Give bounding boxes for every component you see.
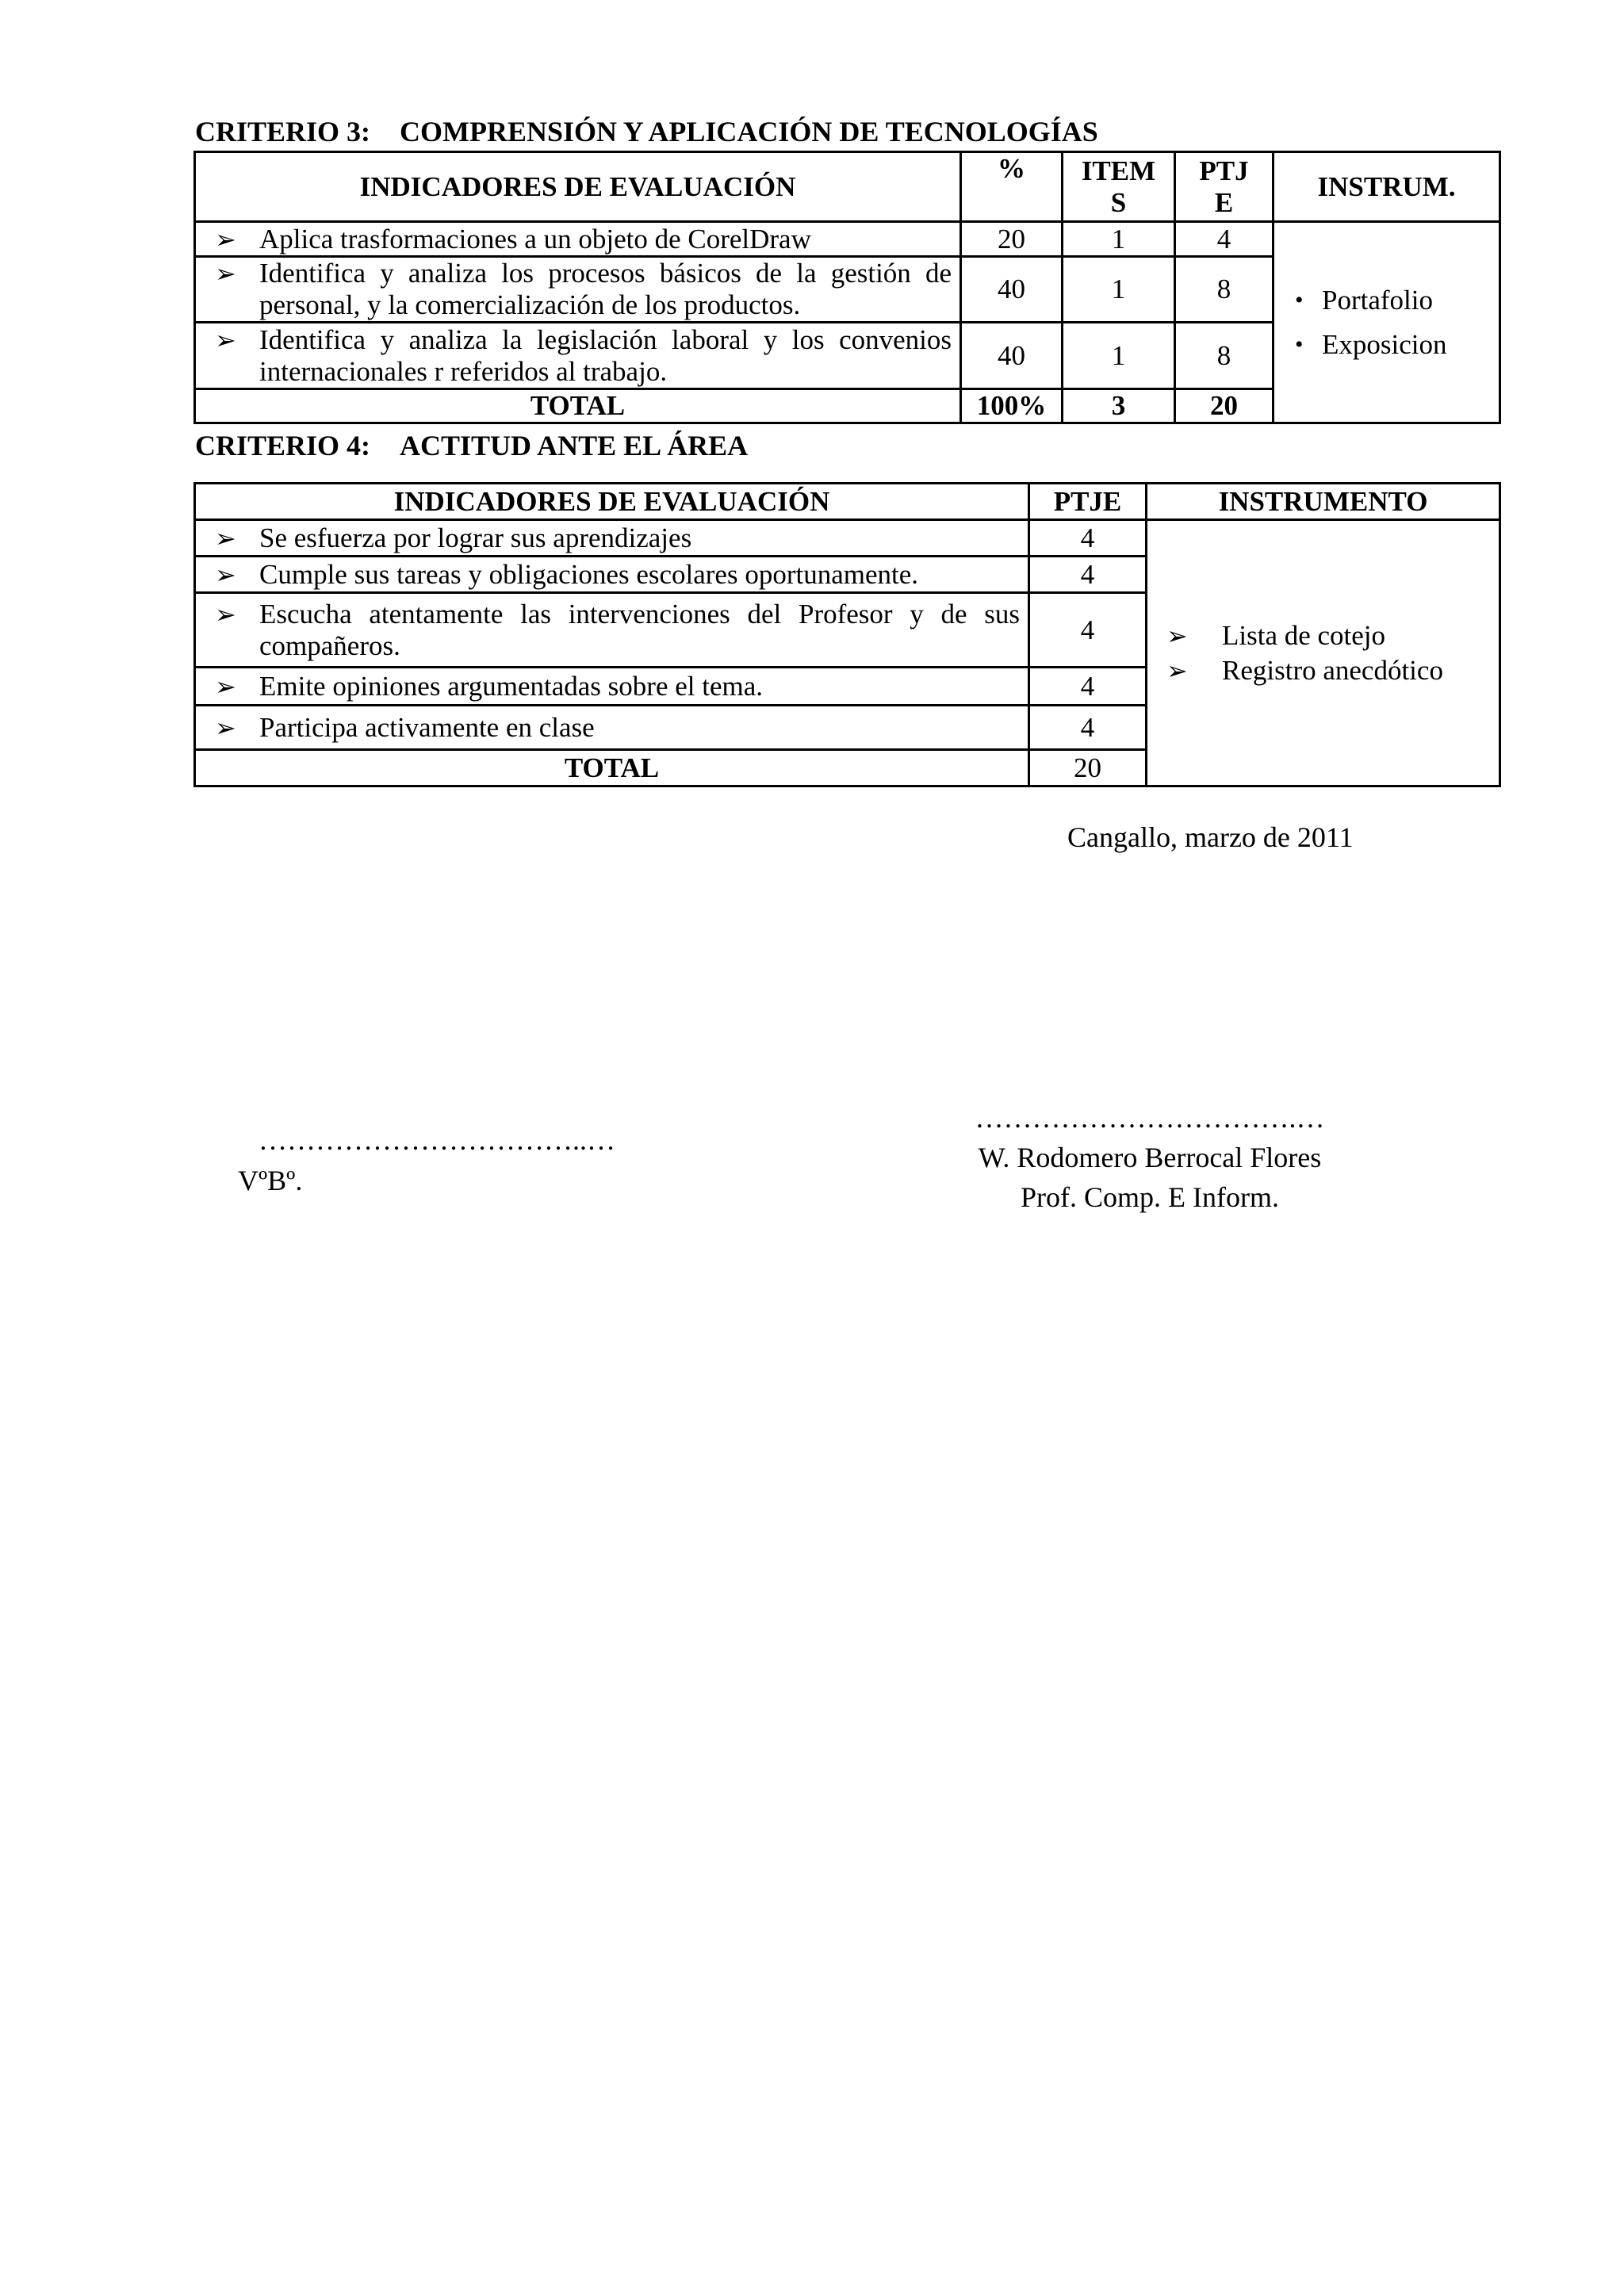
- col-ptje: [1175, 152, 1274, 222]
- indicator-text: Se esfuerza por lograr sus aprendizajes: [259, 522, 692, 553]
- criterio3-title: COMPRENSIÓN Y APLICACIÓN DE TECNOLOGÍAS: [400, 116, 1098, 147]
- table-row: [195, 520, 1500, 557]
- criterio3-heading: [195, 116, 1098, 147]
- ptje-value: 4: [1029, 593, 1147, 668]
- instrument-label: Exposicion: [1322, 328, 1447, 360]
- indicator-cell: [195, 257, 961, 323]
- total-label: TOTAL: [195, 750, 1029, 786]
- col-percent: [961, 152, 1063, 222]
- percent-value: 40: [961, 323, 1063, 389]
- ptje-value: 4: [1029, 520, 1147, 557]
- indicator-text: Escucha atentamente las intervenciones del Profesor y de sus compañeros.: [259, 598, 1020, 661]
- instruments-cell: [1147, 520, 1500, 786]
- instruments-list: [1152, 618, 1494, 688]
- bullet-icon: •: [1295, 331, 1304, 358]
- signature-right-dots: …………………………….…: [975, 1102, 1325, 1134]
- instrument-label: Registro anecdótico: [1222, 654, 1443, 686]
- criterio4-heading: [195, 430, 748, 461]
- total-ptje: 20: [1029, 750, 1147, 786]
- col-ptje-line1: PTJ: [1199, 155, 1249, 186]
- arrow-bullet-icon: ➢: [215, 713, 236, 742]
- col-ptje: PTJE: [1029, 484, 1147, 520]
- signer-name: W. Rodomero Berrocal Flores: [978, 1142, 1322, 1173]
- indicator-cell: [195, 706, 1029, 750]
- ptje-value: 4: [1029, 668, 1147, 706]
- col-ptje-line2: E: [1214, 186, 1234, 218]
- criterio4-table: [193, 482, 1501, 787]
- percent-value: 20: [961, 222, 1063, 257]
- signature-left-dots: ……………………………..…: [259, 1124, 615, 1156]
- ptje-value: 8: [1175, 257, 1274, 323]
- criterio3-table: [193, 151, 1501, 424]
- arrow-bullet-icon: ➢: [215, 672, 236, 701]
- indicator-cell: [195, 557, 1029, 593]
- col-instrumento: INSTRUMENTO: [1147, 484, 1500, 520]
- criterio4-label: CRITERIO 4:: [195, 430, 371, 461]
- arrow-bullet-icon: ➢: [215, 599, 236, 629]
- criterio3-label: CRITERIO 3:: [195, 116, 371, 147]
- list-item: [1152, 618, 1494, 653]
- col-indicadores: INDICADORES DE EVALUACIÓN: [195, 152, 961, 222]
- indicator-text: Cumple sus tareas y obligaciones escolares oportunamente.: [259, 558, 919, 590]
- list-item: [1152, 653, 1494, 688]
- criterio4-title: ACTITUD ANTE EL ÁREA: [400, 430, 749, 461]
- arrow-bullet-icon: ➢: [215, 325, 236, 354]
- items-value: 1: [1063, 323, 1175, 389]
- col-items-line1: ITEM: [1081, 155, 1156, 186]
- percent-value: 40: [961, 257, 1063, 323]
- instruments-list: [1295, 278, 1491, 367]
- col-percent-label: %: [998, 153, 1025, 184]
- table-row: [195, 222, 1500, 257]
- arrow-bullet-icon: ➢: [215, 523, 236, 553]
- indicator-cell: [195, 520, 1029, 557]
- indicator-text: Aplica trasformaciones a un objeto de CorelDraw: [259, 223, 811, 254]
- ptje-value: 4: [1029, 557, 1147, 593]
- arrow-bullet-icon: ➢: [215, 560, 236, 589]
- instrument-label: Portafolio: [1322, 284, 1433, 316]
- instrument-label: Lista de cotejo: [1222, 619, 1386, 651]
- place-date: Cangallo, marzo de 2011: [1067, 821, 1354, 853]
- arrow-bullet-icon: ➢: [215, 224, 236, 254]
- col-indicadores: INDICADORES DE EVALUACIÓN: [195, 484, 1029, 520]
- total-label: TOTAL: [195, 389, 961, 423]
- items-value: 1: [1063, 222, 1175, 257]
- ptje-value: 4: [1029, 706, 1147, 750]
- col-items-line2: S: [1110, 186, 1127, 218]
- items-value: 1: [1063, 257, 1175, 323]
- bullet-icon: •: [1295, 286, 1304, 313]
- arrow-bullet-icon: ➢: [1166, 656, 1188, 685]
- signature-left-label: VºBº.: [238, 1165, 303, 1196]
- indicator-text: Emite opiniones argumentadas sobre el tema.: [259, 670, 764, 702]
- ptje-value: 4: [1175, 222, 1274, 257]
- indicator-cell: [195, 668, 1029, 706]
- indicator-cell: [195, 593, 1029, 668]
- signature-right-block: [912, 1098, 1388, 1217]
- total-percent: 100%: [961, 389, 1063, 423]
- arrow-bullet-icon: ➢: [215, 259, 236, 288]
- ptje-value: 8: [1175, 323, 1274, 389]
- list-item: [1295, 278, 1491, 323]
- total-ptje: 20: [1175, 389, 1274, 423]
- indicator-cell: [195, 323, 961, 389]
- list-item: [1295, 323, 1491, 367]
- col-instrum: INSTRUM.: [1274, 152, 1500, 222]
- total-items: 3: [1063, 389, 1175, 423]
- indicator-cell: [195, 222, 961, 257]
- instruments-cell: [1274, 222, 1500, 423]
- indicator-text: Identifica y analiza la legislación laboral y los convenios internacionales r referidos al trabajo.: [259, 323, 952, 387]
- indicator-text: Participa activamente en clase: [259, 711, 595, 743]
- indicator-text: Identifica y analiza los procesos básicos de la gestión de personal, y la comercialización de los productos.: [259, 258, 952, 320]
- signer-title: Prof. Comp. E Inform.: [1021, 1181, 1279, 1213]
- arrow-bullet-icon: ➢: [1166, 621, 1188, 650]
- col-items: [1063, 152, 1175, 222]
